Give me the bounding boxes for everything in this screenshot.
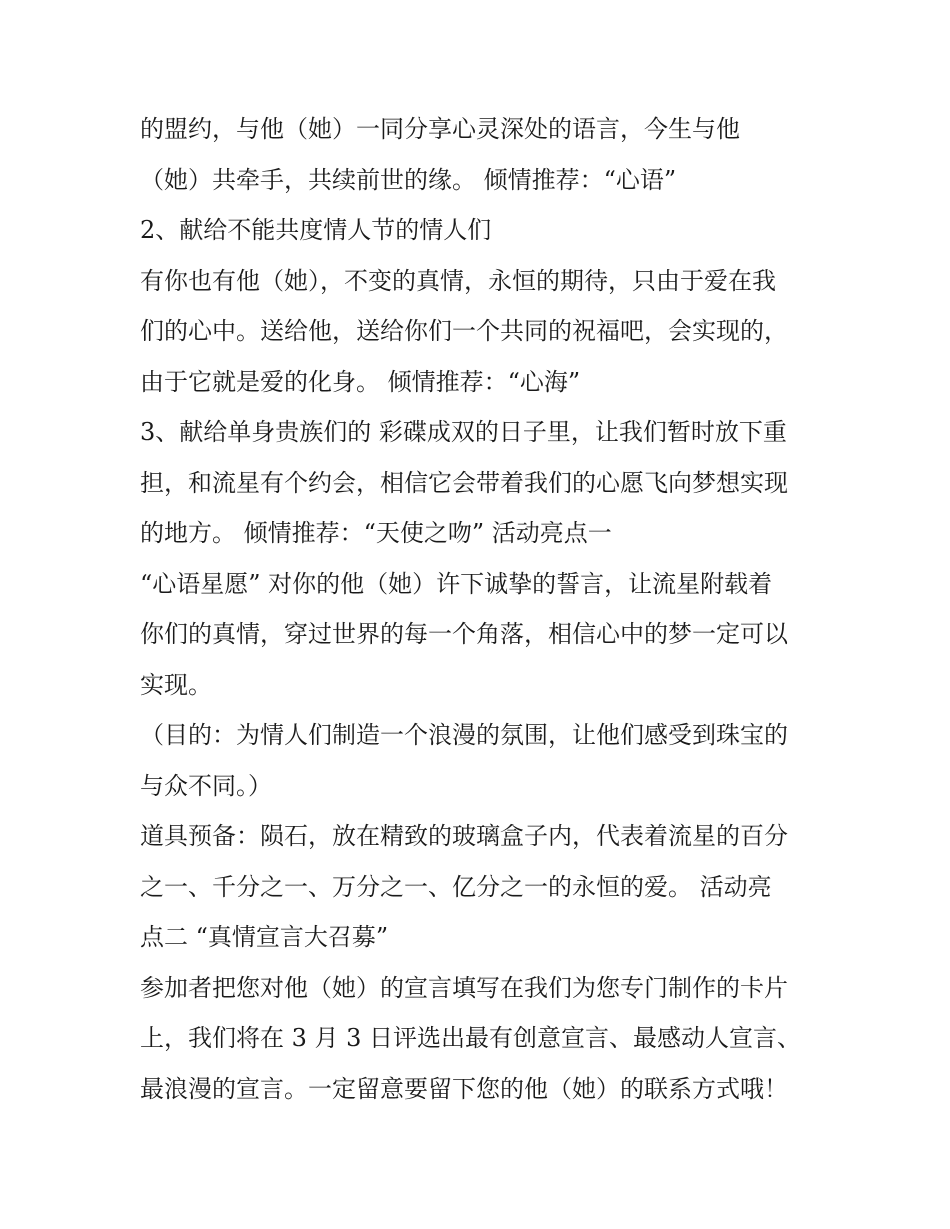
text-line: 担，和流星有个约会，相信它会带着我们的心愿飞向梦想实现 bbox=[140, 468, 788, 497]
body-text bbox=[140, 104, 820, 1114]
text-line: “心语星愿” 对你的他（她）许下诚挚的誓言，让流星附载着 bbox=[140, 569, 773, 598]
text-line: 有你也有他（她），不变的真情，永恒的期待，只由于爱在我 bbox=[140, 266, 776, 295]
text-line: 你们的真情，穿过世界的每一个角落，相信心中的梦一定可以 bbox=[140, 620, 788, 648]
text-line: 的盟约，与他（她）一同分享心灵深处的语言，今生与他 bbox=[140, 115, 740, 143]
text-line: 上，我们将在 3 月 3 日评选出最有创意宣言、最感动人宣言、 bbox=[140, 1024, 802, 1052]
text-line: 点二 “真情宣言大召募” bbox=[140, 923, 389, 951]
text-line: 2、献给不能共度情人节的情人们 bbox=[140, 216, 492, 244]
text-line: 实现。 bbox=[140, 670, 212, 699]
text-line: （目的：为情人们制造一个浪漫的氛围，让他们感受到珠宝的 bbox=[140, 721, 788, 749]
text-line: （她）共牵手，共续前世的缘。 倾情推荐：“心语” bbox=[140, 165, 677, 194]
text-line: 与众不同。） bbox=[140, 771, 272, 800]
text-line: 最浪漫的宣言。一定留意要留下您的他（她）的联系方式哦！ bbox=[140, 1074, 788, 1103]
text-line: 参加者把您对他（她）的宣言填写在我们为您专门制作的卡片 bbox=[140, 973, 788, 1002]
text-line: 由于它就是爱的化身。 倾情推荐：“心海” bbox=[140, 367, 581, 396]
text-line: 道具预备：陨石，放在精致的玻璃盒子内，代表着流星的百分 bbox=[140, 822, 788, 850]
text-line: 之一、千分之一、万分之一、亿分之一的永恒的爱。 活动亮 bbox=[140, 872, 772, 901]
text-line: 3、献给单身贵族们的 彩碟成双的日子里，让我们暂时放下重 bbox=[140, 418, 787, 446]
text-line: 们的心中。送给他，送给你们一个共同的祝福吧，会实现的， bbox=[140, 317, 788, 345]
text-line: 的地方。 倾情推荐：“天使之吻” 活动亮点一 bbox=[140, 519, 612, 547]
